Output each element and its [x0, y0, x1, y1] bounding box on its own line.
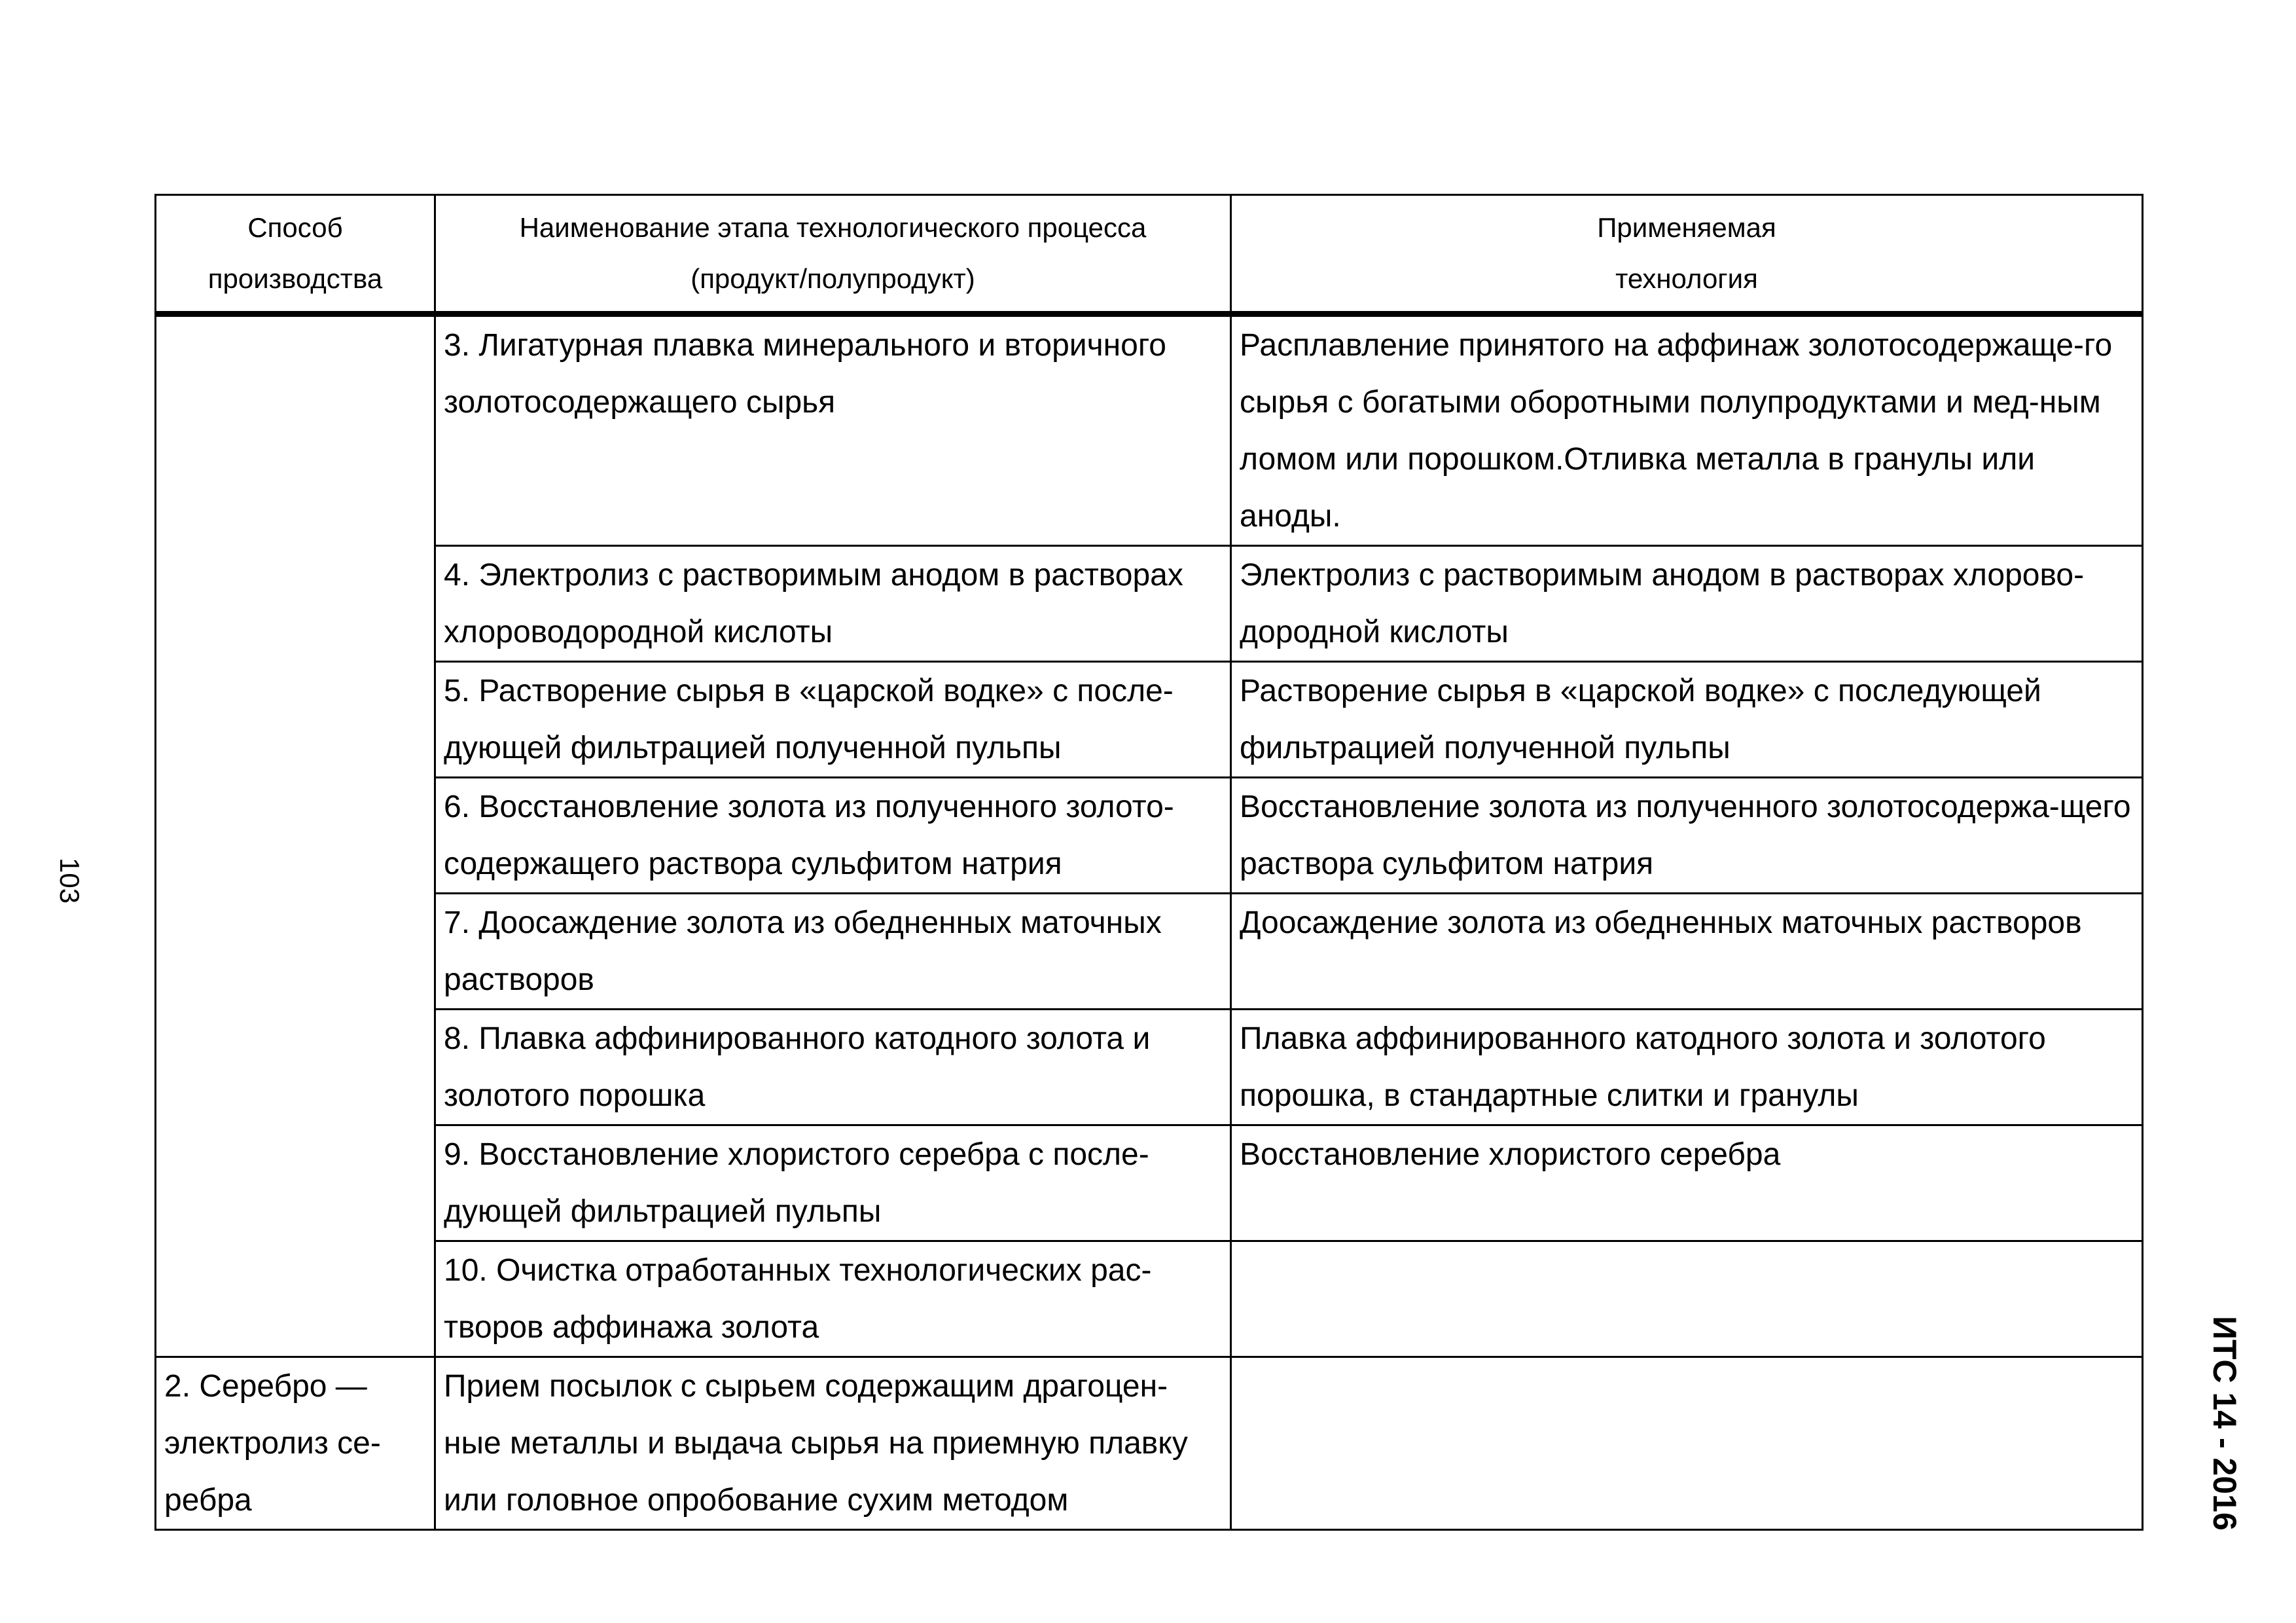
- stage-cell: 6. Восстановление золота из полученного золото-содержащего раствора сульфитом натрия: [435, 778, 1231, 894]
- technology-cell: Электролиз с растворимым анодом в растворах хлорово-дородной кислоты: [1231, 546, 2143, 662]
- process-table: [154, 194, 2144, 1531]
- method-cell: [156, 314, 435, 1357]
- header-method-line2: производства: [207, 263, 383, 294]
- header-stage-line1: Наименование этапа технологического процесса: [519, 212, 1147, 243]
- header-row: [156, 195, 2143, 314]
- header-technology-line2: технология: [1615, 263, 1758, 294]
- table-row: [156, 314, 2143, 546]
- table-row: [156, 1357, 2143, 1530]
- table-row: [156, 894, 2143, 1010]
- stage-cell: Прием посылок с сырьем содержащим драгоцен-ные металлы и выдача сырья на приемную плавку или головное опробование сухим методом: [435, 1357, 1231, 1530]
- technology-cell: Плавка аффинированного катодного золота и золотого порошка, в стандартные слитки и гранулы: [1231, 1010, 2143, 1125]
- table-row: [156, 778, 2143, 894]
- technology-cell: Доосаждение золота из обедненных маточных растворов: [1231, 894, 2143, 1010]
- technology-cell: Восстановление золота из полученного золотосодержа-щего раствора сульфитом натрия: [1231, 778, 2143, 894]
- table-row: [156, 1125, 2143, 1241]
- table-header: [156, 195, 2143, 314]
- technology-cell: Восстановление хлористого серебра: [1231, 1125, 2143, 1241]
- technology-cell: Растворение сырья в «царской водке» с последующей фильтрацией полученной пульпы: [1231, 662, 2143, 778]
- technology-cell: Расплавление принятого на аффинаж золотосодержаще-го сырья с богатыми оборотными полупродуктами и мед-ным ломом или порошком.Отливка металла в гранулы или аноды.: [1231, 314, 2143, 546]
- stage-cell: 8. Плавка аффинированного катодного золота и золотого порошка: [435, 1010, 1231, 1125]
- header-method: [156, 195, 435, 314]
- header-method-line1: Способ: [247, 212, 343, 243]
- stage-cell: 10. Очистка отработанных технологических рас-творов аффинажа золота: [435, 1241, 1231, 1357]
- table-row: [156, 662, 2143, 778]
- stage-cell: 5. Растворение сырья в «царской водке» с после-дующей фильтрацией полученной пульпы: [435, 662, 1231, 778]
- stage-cell: 3. Лигатурная плавка минерального и вторичного золотосодержащего сырья: [435, 314, 1231, 546]
- stage-cell: 9. Восстановление хлористого серебра с после-дующей фильтрацией пульпы: [435, 1125, 1231, 1241]
- header-stage-line2: (продукт/полупродукт): [691, 263, 975, 294]
- method-cell: 2. Серебро — электролиз се-ребра: [156, 1357, 435, 1530]
- stage-cell: 7. Доосаждение золота из обедненных маточных растворов: [435, 894, 1231, 1010]
- page-number: 103: [54, 858, 85, 904]
- technology-cell: [1231, 1357, 2143, 1530]
- stage-cell: 4. Электролиз с растворимым анодом в растворах хлороводородной кислоты: [435, 546, 1231, 662]
- header-technology: [1231, 195, 2143, 314]
- technology-cell: [1231, 1241, 2143, 1357]
- table-row: [156, 546, 2143, 662]
- table-row: [156, 1241, 2143, 1357]
- document-code: ИТС 14 - 2016: [2206, 1316, 2243, 1531]
- table-body: [156, 314, 2143, 1530]
- header-technology-line1: Применяемая: [1597, 212, 1776, 243]
- table-row: [156, 1010, 2143, 1125]
- header-stage: [435, 195, 1231, 314]
